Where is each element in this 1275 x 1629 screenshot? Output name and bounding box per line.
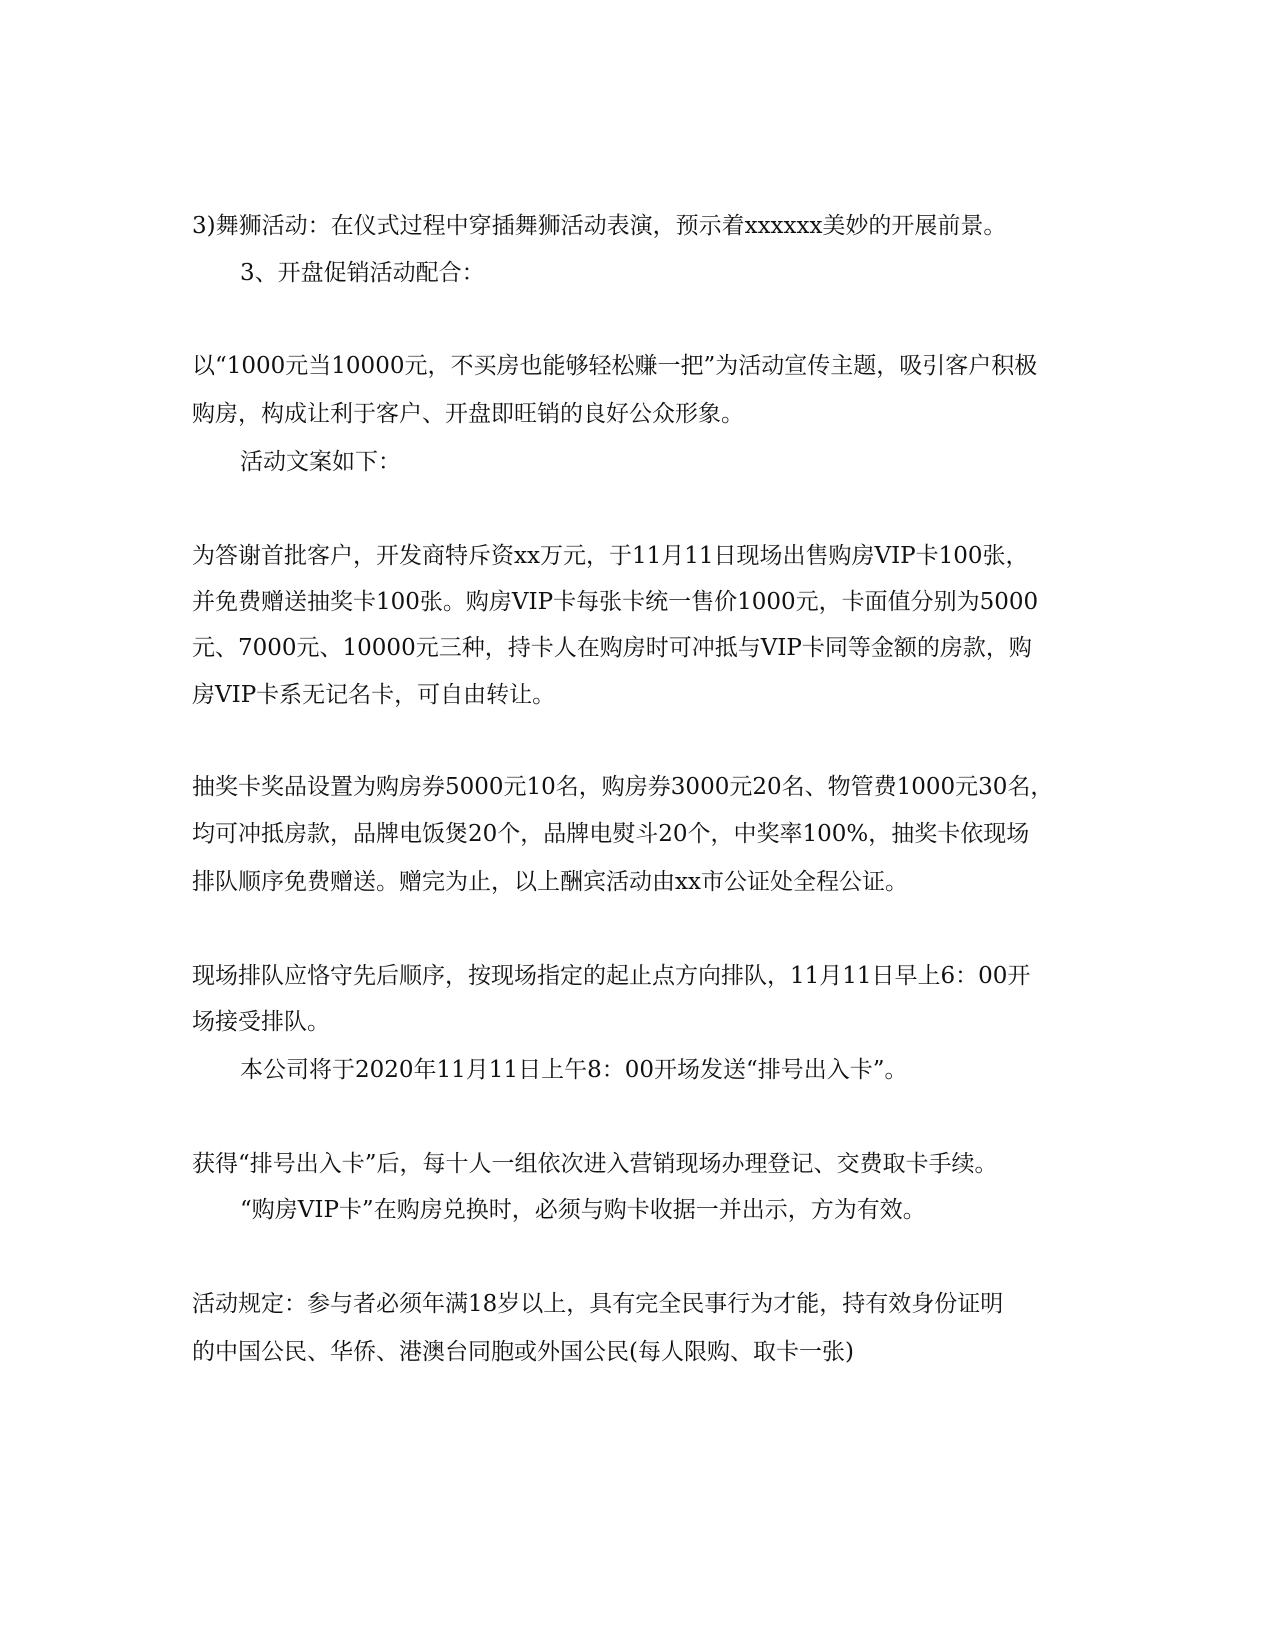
text-line: 房VIP卡系无记名卡，可自由转让。 (192, 682, 556, 708)
text-line: 本公司将于2020年11月11日上午8：00开场发送“排号出入卡”。 (240, 1057, 908, 1083)
text-line: 为答谢首批客户，开发商特斥资xx万元，于11月11日现场出售购房VIP卡100张， (192, 543, 1029, 569)
text-line: 活动文案如下： (240, 449, 401, 475)
text-line: 3)舞狮活动：在仪式过程中穿插舞狮活动表演，预示着xxxxxx美妙的开展前景。 (192, 213, 1007, 239)
text-line: 排队顺序免费赠送。赠完为止，以上酬宾活动由xx市公证处全程公证。 (192, 869, 908, 895)
text-line: 均可冲抵房款，品牌电饭煲20个，品牌电熨斗20个，中奖率100%，抽奖卡依现场 (192, 821, 1030, 847)
text-line: 以“1000元当10000元，不买房也能够轻松赚一把”为活动宣传主题，吸引客户积极 (192, 353, 1038, 379)
text-line: 元、7000元、10000元三种，持卡人在购房时可冲抵与VIP卡同等金额的房款，购 (192, 635, 1032, 661)
text-line: 购房，构成让利于客户、开盘即旺销的良好公众形象。 (192, 401, 744, 427)
section-heading: 3、开盘促销活动配合： (240, 260, 485, 286)
text-line: 获得“排号出入卡”后，每十人一组依次进入营销现场办理登记、交费取卡手续。 (192, 1151, 998, 1177)
text-line: 并免费赠送抽奖卡100张。购房VIP卡每张卡统一售价1000元，卡面值分别为5000 (192, 589, 1039, 615)
text-line: 现场排队应恪守先后顺序，按现场指定的起止点方向排队，11月11日早上6：00开 (192, 963, 1031, 989)
text-line: “购房VIP卡”在购房兑换时，必须与购卡收据一并出示，方为有效。 (240, 1197, 926, 1223)
text-line: 的中国公民、华侨、港澳台同胞或外国公民(每人限购、取卡一张) (192, 1339, 854, 1365)
text-line: 活动规定：参与者必须年满18岁以上，具有完全民事行为才能，持有效身份证明 (192, 1291, 1004, 1317)
text-line: 抽奖卡奖品设置为购房券5000元10名，购房券3000元20名、物管费1000元30名， (192, 774, 1054, 800)
text-line: 场接受排队。 (192, 1009, 330, 1035)
